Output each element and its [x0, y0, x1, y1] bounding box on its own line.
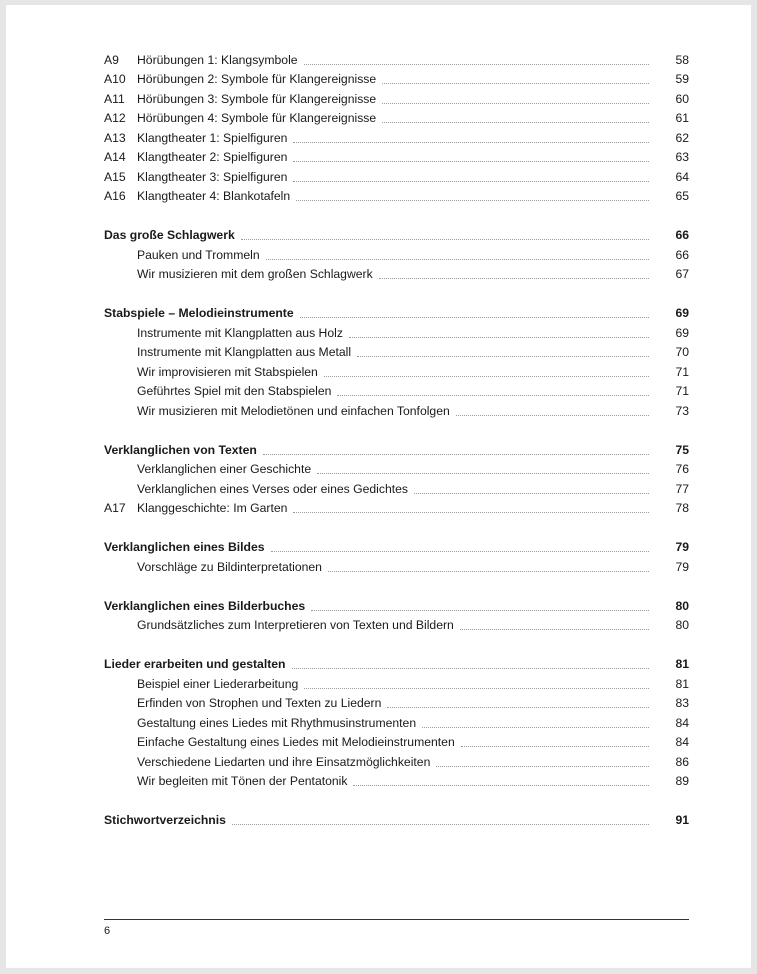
- toc-entry-title: Hörübungen 4: Symbole für Klangereignisse: [137, 111, 377, 125]
- toc-entry[interactable]: [104, 68, 689, 88]
- dot-leader: [337, 394, 649, 396]
- toc-entry[interactable]: [104, 497, 689, 517]
- dot-leader: [357, 355, 649, 357]
- toc-entry-title: Verklanglichen einer Geschichte: [137, 462, 312, 476]
- toc-section-heading[interactable]: [104, 224, 689, 244]
- toc-entry[interactable]: [104, 341, 689, 361]
- toc-entry-title: Vorschläge zu Bildinterpretationen: [137, 559, 322, 574]
- toc-entry-title: Verklanglichen eines Bilderbuches: [104, 598, 306, 613]
- toc-entry[interactable]: [104, 731, 689, 751]
- toc-entry-page: 89: [675, 774, 689, 788]
- section-gap: [104, 789, 689, 809]
- dot-leader: [353, 784, 649, 786]
- page-number: 6: [104, 925, 111, 937]
- section-gap: [104, 633, 689, 653]
- document-page: [6, 5, 751, 968]
- toc-entry-title: Klangtheater 1: Spielfiguren: [137, 130, 288, 145]
- toc-entry-page: 66: [675, 247, 689, 262]
- toc-entry[interactable]: [104, 458, 689, 478]
- toc-entry[interactable]: [104, 107, 689, 127]
- toc-entry[interactable]: [104, 185, 689, 205]
- toc-entry-page: 65: [675, 189, 689, 203]
- toc-entry-code: A17: [104, 501, 126, 515]
- table-of-contents: [104, 48, 689, 828]
- toc-entry-page: 81: [675, 676, 689, 691]
- dot-leader: [414, 492, 649, 494]
- toc-entry-code: A16: [104, 189, 126, 203]
- toc-entry-page: 80: [675, 618, 689, 632]
- toc-entry-page: 83: [675, 696, 689, 710]
- toc-section-heading[interactable]: [104, 653, 689, 673]
- toc-entry-title: Wir improvisieren mit Stabspielen: [137, 364, 318, 379]
- toc-entry[interactable]: [104, 770, 689, 790]
- toc-entry[interactable]: [104, 692, 689, 712]
- toc-entry-page: 58: [675, 52, 689, 67]
- toc-entry[interactable]: [104, 126, 689, 146]
- toc-entry-page: 84: [675, 735, 689, 749]
- toc-entry-page: 75: [675, 442, 689, 457]
- dot-leader: [382, 82, 649, 84]
- dot-leader: [296, 199, 649, 201]
- toc-entry-title: Klangtheater 2: Spielfiguren: [137, 150, 288, 164]
- toc-entry-page: 76: [675, 462, 689, 476]
- toc-section-heading[interactable]: [104, 536, 689, 556]
- toc-entry-page: 66: [675, 228, 689, 242]
- toc-entry-page: 69: [675, 325, 689, 340]
- section-gap: [104, 516, 689, 536]
- toc-entry-code: A15: [104, 169, 126, 184]
- dot-leader: [456, 414, 649, 416]
- dot-leader: [292, 667, 649, 669]
- toc-entry-page: 71: [675, 384, 689, 398]
- toc-entry-page: 84: [675, 715, 689, 730]
- toc-section-heading[interactable]: [104, 438, 689, 458]
- toc-entry-title: Instrumente mit Klangplatten aus Metall: [137, 345, 352, 359]
- toc-entry-code: A9: [104, 52, 119, 67]
- toc-entry-title: Beispiel einer Liederarbeitung: [137, 676, 299, 691]
- toc-entry-title: Instrumente mit Klangplatten aus Holz: [137, 325, 343, 340]
- toc-entry[interactable]: [104, 263, 689, 283]
- toc-section-heading[interactable]: [104, 594, 689, 614]
- dot-leader: [382, 102, 649, 104]
- toc-entry-title: Verklanglichen eines Bildes: [104, 540, 265, 554]
- toc-entry-title: Klangtheater 4: Blankotafeln: [137, 189, 291, 203]
- toc-entry-page: 70: [675, 345, 689, 359]
- toc-entry-page: 59: [675, 72, 689, 86]
- dot-leader: [263, 453, 649, 455]
- toc-entry[interactable]: [104, 380, 689, 400]
- toc-entry-page: 79: [675, 540, 689, 554]
- toc-entry-page: 81: [675, 657, 689, 671]
- toc-entry[interactable]: [104, 750, 689, 770]
- toc-entry[interactable]: [104, 711, 689, 731]
- dot-leader: [311, 609, 649, 611]
- dot-leader: [461, 745, 649, 747]
- dot-leader: [293, 141, 649, 143]
- toc-entry-title: Klanggeschichte: Im Garten: [137, 501, 288, 515]
- dot-leader: [271, 550, 649, 552]
- dot-leader: [266, 258, 649, 260]
- toc-entry-title: Hörübungen 1: Klangsymbole: [137, 52, 298, 67]
- toc-entry[interactable]: [104, 165, 689, 185]
- toc-entry-code: A14: [104, 150, 126, 164]
- dot-leader: [382, 121, 649, 123]
- dot-leader: [328, 570, 649, 572]
- dot-leader: [349, 336, 649, 338]
- toc-entry[interactable]: [104, 243, 689, 263]
- toc-entry-title: Lieder erarbeiten und gestalten: [104, 657, 286, 671]
- dot-leader: [304, 687, 649, 689]
- toc-entry[interactable]: [104, 48, 689, 68]
- toc-entry-title: Geführtes Spiel mit den Stabspielen: [137, 384, 332, 398]
- toc-entry-page: 77: [675, 481, 689, 496]
- toc-entry-page: 79: [675, 559, 689, 574]
- toc-entry-page: 64: [675, 169, 689, 184]
- section-gap: [104, 575, 689, 595]
- toc-entry-title: Klangtheater 3: Spielfiguren: [137, 169, 288, 184]
- toc-entry-page: 78: [675, 501, 689, 515]
- dot-leader: [422, 726, 649, 728]
- toc-entry-page: 73: [675, 403, 689, 418]
- dot-leader: [241, 238, 649, 240]
- toc-entry-title: Verklanglichen von Texten: [104, 442, 257, 457]
- dot-leader: [387, 706, 649, 708]
- toc-entry[interactable]: [104, 399, 689, 419]
- toc-entry-page: 86: [675, 754, 689, 769]
- toc-entry-page: 71: [675, 364, 689, 379]
- toc-entry[interactable]: [104, 146, 689, 166]
- toc-entry-title: Wir begleiten mit Tönen der Pentatonik: [137, 774, 348, 788]
- toc-entry-title: Wir musizieren mit dem großen Schlagwerk: [137, 267, 373, 281]
- toc-entry-code: A12: [104, 111, 126, 125]
- toc-entry[interactable]: [104, 477, 689, 497]
- toc-entry-code: A10: [104, 72, 126, 86]
- toc-entry-title: Das große Schlagwerk: [104, 228, 235, 242]
- toc-entry-page: 91: [675, 813, 689, 827]
- section-gap: [104, 419, 689, 439]
- toc-entry-title: Wir musizieren mit Melodietönen und einfachen Tonfolgen: [137, 403, 450, 418]
- toc-entry[interactable]: [104, 360, 689, 380]
- dot-leader: [324, 375, 649, 377]
- toc-entry[interactable]: [104, 555, 689, 575]
- toc-entry-page: 67: [675, 267, 689, 281]
- dot-leader: [232, 823, 649, 825]
- dot-leader: [293, 511, 649, 513]
- toc-entry[interactable]: [104, 321, 689, 341]
- dot-leader: [304, 63, 649, 65]
- dot-leader: [436, 765, 649, 767]
- dot-leader: [300, 316, 649, 318]
- toc-entry-title: Verklanglichen eines Verses oder eines Gedichtes: [137, 481, 408, 496]
- toc-entry-title: Gestaltung eines Liedes mit Rhythmusinstrumenten: [137, 715, 417, 730]
- toc-entry-title: Grundsätzliches zum Interpretieren von Texten und Bildern: [137, 618, 454, 632]
- toc-entry-page: 60: [675, 91, 689, 106]
- dot-leader: [317, 472, 649, 474]
- section-gap: [104, 282, 689, 302]
- section-gap: [104, 204, 689, 224]
- toc-entry-code: A13: [104, 130, 126, 145]
- toc-entry-page: 61: [675, 111, 689, 125]
- toc-entry[interactable]: [104, 672, 689, 692]
- toc-entry-title: Stichwortverzeichnis: [104, 813, 226, 827]
- toc-entry-title: Verschiedene Liedarten und ihre Einsatzmöglichkeiten: [137, 754, 431, 769]
- toc-entry-title: Stabspiele – Melodieinstrumente: [104, 306, 294, 320]
- toc-entry-page: 62: [675, 130, 689, 145]
- toc-entry[interactable]: [104, 87, 689, 107]
- toc-entry-title: Erfinden von Strophen und Texten zu Liedern: [137, 696, 382, 710]
- dot-leader: [379, 277, 649, 279]
- toc-entry-code: A11: [104, 91, 125, 106]
- toc-section-heading[interactable]: [104, 302, 689, 322]
- toc-entry-page: 69: [675, 306, 689, 320]
- dot-leader: [293, 160, 649, 162]
- toc-entry-title: Pauken und Trommeln: [137, 247, 260, 262]
- toc-entry[interactable]: [104, 614, 689, 634]
- dot-leader: [293, 180, 649, 182]
- toc-entry-title: Hörübungen 2: Symbole für Klangereignisse: [137, 72, 377, 86]
- toc-section-heading[interactable]: [104, 809, 689, 829]
- toc-entry-page: 80: [675, 598, 689, 613]
- toc-entry-title: Einfache Gestaltung eines Liedes mit Melodieinstrumenten: [137, 735, 455, 749]
- dot-leader: [460, 628, 649, 630]
- toc-entry-page: 63: [675, 150, 689, 164]
- footer-rule: [104, 919, 689, 920]
- toc-entry-title: Hörübungen 3: Symbole für Klangereignisse: [137, 91, 377, 106]
